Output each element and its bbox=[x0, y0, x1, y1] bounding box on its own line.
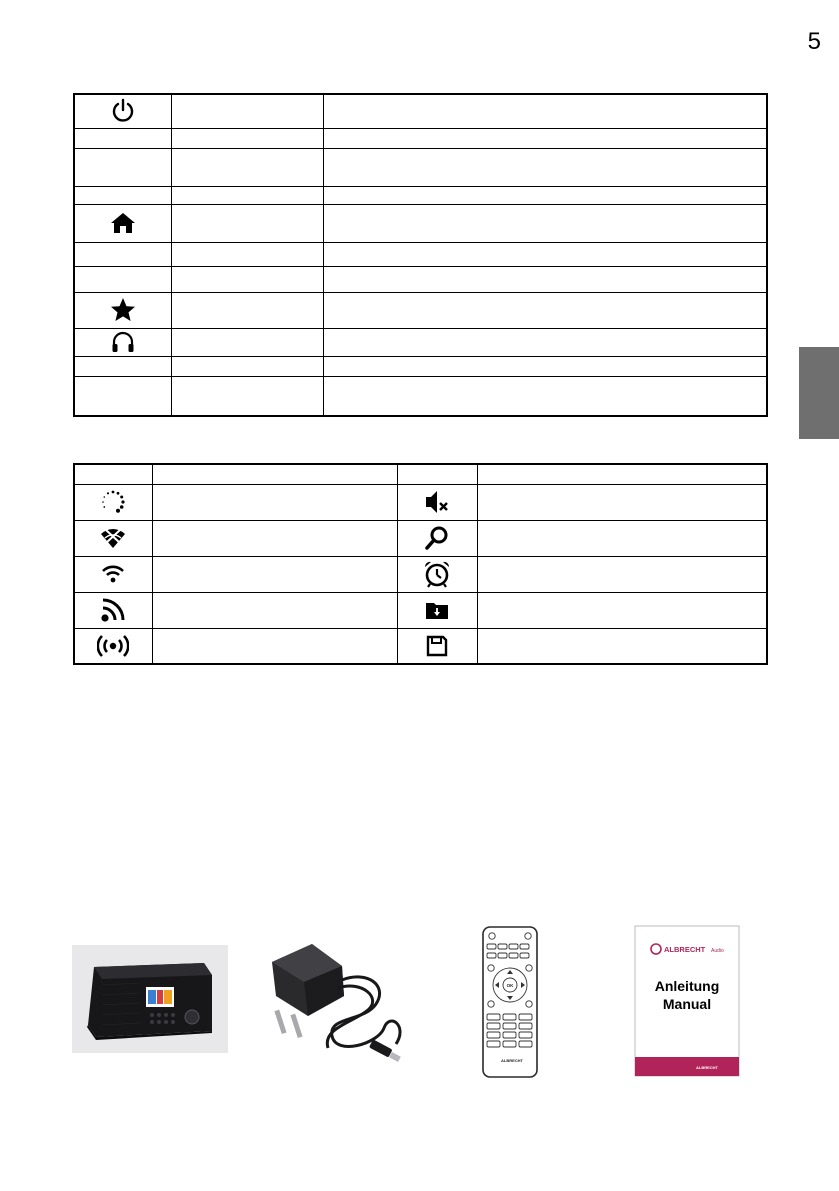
folder-download-icon bbox=[425, 600, 449, 620]
table-row bbox=[74, 242, 767, 266]
icon-cell bbox=[397, 556, 477, 592]
manual-title-line1: Anleitung bbox=[654, 978, 720, 994]
wifi-icon bbox=[101, 564, 125, 584]
table-row bbox=[74, 520, 767, 556]
table-cell bbox=[171, 94, 323, 128]
table-cell bbox=[323, 356, 767, 376]
table-cell bbox=[171, 128, 323, 148]
power-icon bbox=[110, 98, 136, 124]
manual-title-line2: Manual bbox=[662, 996, 712, 1012]
table-cell bbox=[171, 376, 323, 416]
save-icon bbox=[426, 635, 448, 657]
table-row bbox=[74, 628, 767, 664]
home-icon bbox=[110, 212, 136, 234]
table-cell bbox=[171, 292, 323, 328]
icon-cell bbox=[74, 186, 171, 204]
remote-control-photo bbox=[482, 926, 538, 1078]
table-cell bbox=[171, 204, 323, 242]
table-row bbox=[74, 464, 767, 484]
remote-ok-label: OK bbox=[506, 983, 514, 988]
table-row bbox=[74, 186, 767, 204]
icon-cell bbox=[397, 628, 477, 664]
wifi-disconnected-icon bbox=[100, 526, 126, 550]
icon-cell bbox=[74, 376, 171, 416]
table-cell bbox=[171, 186, 323, 204]
table-cell bbox=[323, 328, 767, 356]
table-cell bbox=[323, 186, 767, 204]
icon-cell bbox=[74, 520, 152, 556]
table-cell bbox=[477, 628, 767, 664]
podcast-icon bbox=[100, 597, 126, 623]
table-row bbox=[74, 148, 767, 186]
table-row bbox=[74, 356, 767, 376]
icon-cell bbox=[74, 292, 171, 328]
icon-cell bbox=[397, 464, 477, 484]
controls-table bbox=[73, 93, 768, 417]
table-row bbox=[74, 592, 767, 628]
table-cell bbox=[477, 464, 767, 484]
table-cell bbox=[323, 292, 767, 328]
table-row bbox=[74, 556, 767, 592]
icon-cell bbox=[74, 592, 152, 628]
table-row bbox=[74, 266, 767, 292]
table-cell bbox=[171, 266, 323, 292]
table-cell bbox=[152, 556, 397, 592]
table-cell bbox=[171, 356, 323, 376]
manual-footer-brand: ALBRECHT bbox=[696, 1065, 718, 1070]
icon-cell bbox=[74, 328, 171, 356]
table-cell bbox=[152, 520, 397, 556]
table-cell bbox=[477, 556, 767, 592]
table-cell bbox=[152, 628, 397, 664]
page-number: 5 bbox=[807, 28, 821, 55]
icon-cell bbox=[397, 592, 477, 628]
table-cell bbox=[171, 148, 323, 186]
table-row bbox=[74, 128, 767, 148]
table-cell bbox=[477, 520, 767, 556]
table-cell bbox=[323, 204, 767, 242]
table-row bbox=[74, 376, 767, 416]
headphones-icon bbox=[111, 331, 135, 353]
table-cell bbox=[152, 592, 397, 628]
icon-cell bbox=[397, 520, 477, 556]
table-row bbox=[74, 204, 767, 242]
star-icon bbox=[110, 297, 136, 323]
side-tab-marker bbox=[799, 347, 839, 439]
icon-cell bbox=[74, 556, 152, 592]
manual-brand: ALBRECHT bbox=[664, 945, 706, 954]
radio-device-photo bbox=[72, 945, 228, 1053]
icon-cell bbox=[74, 148, 171, 186]
display-icons-table bbox=[73, 463, 768, 665]
icon-cell bbox=[74, 242, 171, 266]
table-row bbox=[74, 484, 767, 520]
table-row bbox=[74, 328, 767, 356]
table-cell bbox=[323, 242, 767, 266]
table-cell bbox=[323, 128, 767, 148]
table-cell bbox=[323, 94, 767, 128]
table-cell bbox=[323, 148, 767, 186]
table-cell bbox=[152, 464, 397, 484]
mute-icon bbox=[424, 490, 450, 514]
search-icon bbox=[425, 526, 449, 550]
table-cell bbox=[171, 328, 323, 356]
icon-cell bbox=[74, 94, 171, 128]
table-row bbox=[74, 94, 767, 128]
icon-cell bbox=[74, 266, 171, 292]
icon-cell bbox=[74, 204, 171, 242]
table-cell bbox=[477, 484, 767, 520]
table-cell bbox=[477, 592, 767, 628]
power-adapter-photo bbox=[258, 940, 418, 1072]
icon-cell bbox=[74, 628, 152, 664]
table-cell bbox=[152, 484, 397, 520]
manual-brand-suffix: Audio bbox=[711, 948, 724, 954]
icon-cell bbox=[74, 484, 152, 520]
icon-cell bbox=[74, 128, 171, 148]
table-row bbox=[74, 292, 767, 328]
remote-brand-label: ALBRECHT bbox=[501, 1058, 523, 1063]
manual-booklet-photo bbox=[634, 925, 740, 1077]
table-cell bbox=[323, 376, 767, 416]
broadcast-icon bbox=[97, 634, 129, 658]
alarm-clock-icon bbox=[423, 560, 451, 588]
icon-cell bbox=[74, 356, 171, 376]
icon-cell bbox=[74, 464, 152, 484]
table-cell bbox=[323, 266, 767, 292]
icon-cell bbox=[397, 484, 477, 520]
table-cell bbox=[171, 242, 323, 266]
loading-spinner-icon bbox=[100, 489, 126, 515]
